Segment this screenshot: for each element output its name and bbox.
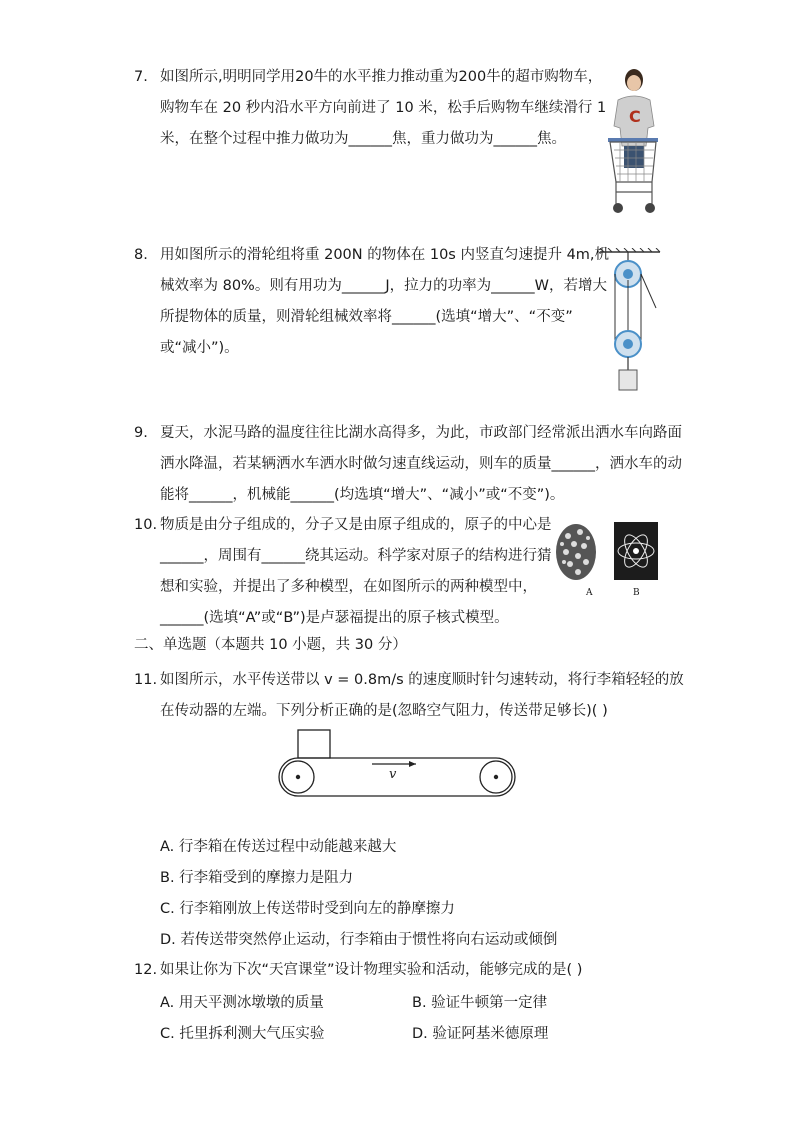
question-number: 11. bbox=[134, 672, 158, 688]
conveyor-belt-figure bbox=[276, 728, 520, 800]
option-a[interactable]: A. 行李箱在传送过程中动能越来越大 bbox=[160, 839, 397, 855]
question-text-line: 械效率为 80%。则有用功为______J，拉力的功率为______W，若增大 bbox=[160, 278, 607, 294]
question-text-line: 购物车在 20 秒内沿水平方向前进了 10 米，松手后购物车继续滑行 1 bbox=[160, 100, 607, 116]
velocity-label: v bbox=[389, 767, 397, 782]
option-b[interactable]: B. 验证牛顿第一定律 bbox=[412, 995, 548, 1011]
question-number: 8. bbox=[134, 247, 148, 263]
question-text-line: 如图所示，水平传送带以 v = 0.8m/s 的速度顺时针匀速转动，将行李箱轻轻的放 bbox=[160, 672, 684, 688]
section-heading: 二、单选题（本题共 10 小题，共 30 分） bbox=[134, 637, 407, 653]
question-text-line: 米，在整个过程中推力做功为______焦，重力做功为______焦。 bbox=[160, 131, 566, 147]
question-text-line: 如图所示,明明同学用20牛的水平推力推动重为200牛的超市购物车， bbox=[160, 69, 603, 85]
question-text-line: 物质是由分子组成的，分子又是由原子组成的，原子的中心是 bbox=[160, 517, 552, 533]
question-text-line: 如果让你为下次“天宫课堂”设计物理实验和活动，能够完成的是( ) bbox=[160, 962, 583, 978]
question-text-line: 想和实验，并提出了多种模型，在如图所示的两种模型中， bbox=[160, 579, 537, 595]
option-c[interactable]: C. 行李箱刚放上传送带时受到向左的静摩擦力 bbox=[160, 901, 455, 917]
question-text-line: 用如图所示的滑轮组将重 200N 的物体在 10s 内竖直匀速提升 4m,机 bbox=[160, 247, 610, 263]
option-d[interactable]: D. 若传送带突然停止运动，行李箱由于惯性将向右运动或倾倒 bbox=[160, 932, 558, 948]
option-c[interactable]: C. 托里拆利测大气压实验 bbox=[160, 1026, 325, 1042]
shopping-cart-figure bbox=[596, 66, 666, 218]
question-number: 7. bbox=[134, 69, 148, 85]
question-text-line: 或“减小”)。 bbox=[160, 340, 239, 356]
question-number: 12. bbox=[134, 962, 158, 978]
question-text-line: ______，周围有______绕其运动。科学家对原子的结构进行猜 bbox=[160, 548, 552, 564]
pulley-system-figure bbox=[596, 248, 666, 396]
question-number: 10. bbox=[134, 517, 158, 533]
atom-models-drawing bbox=[554, 518, 662, 584]
atom-models-figure bbox=[554, 518, 662, 602]
model-a-label: A bbox=[586, 588, 593, 598]
question-text-line: 所提物体的质量，则滑轮组械效率将______(选填“增大”、“不变” bbox=[160, 309, 573, 325]
option-b[interactable]: B. 行李箱受到的摩擦力是阻力 bbox=[160, 870, 354, 886]
svg-text:C: C bbox=[629, 107, 641, 126]
option-d[interactable]: D. 验证阿基米德原理 bbox=[412, 1026, 549, 1042]
question-text-line: 在传动器的左端。下列分析正确的是(忽略空气阻力，传送带足够长)( ) bbox=[160, 703, 608, 719]
question-number: 9. bbox=[134, 425, 148, 441]
question-text-line: 夏天，水泥马路的温度往往比湖水高得多，为此，市政部门经常派出洒水车向路面 bbox=[160, 425, 682, 441]
option-a[interactable]: A. 用天平测冰墩墩的质量 bbox=[160, 995, 324, 1011]
question-text-line: ______(选填“A”或“B”)是卢瑟福提出的原子核式模型。 bbox=[160, 610, 509, 626]
model-b-label: B bbox=[633, 588, 640, 598]
question-text-line: 能将______，机械能______(均选填“增大”、“减小”或“不变”)。 bbox=[160, 487, 565, 503]
question-text-line: 洒水降温，若某辆洒水车洒水时做匀速直线运动，则车的质量______，洒水车的动 bbox=[160, 456, 682, 472]
